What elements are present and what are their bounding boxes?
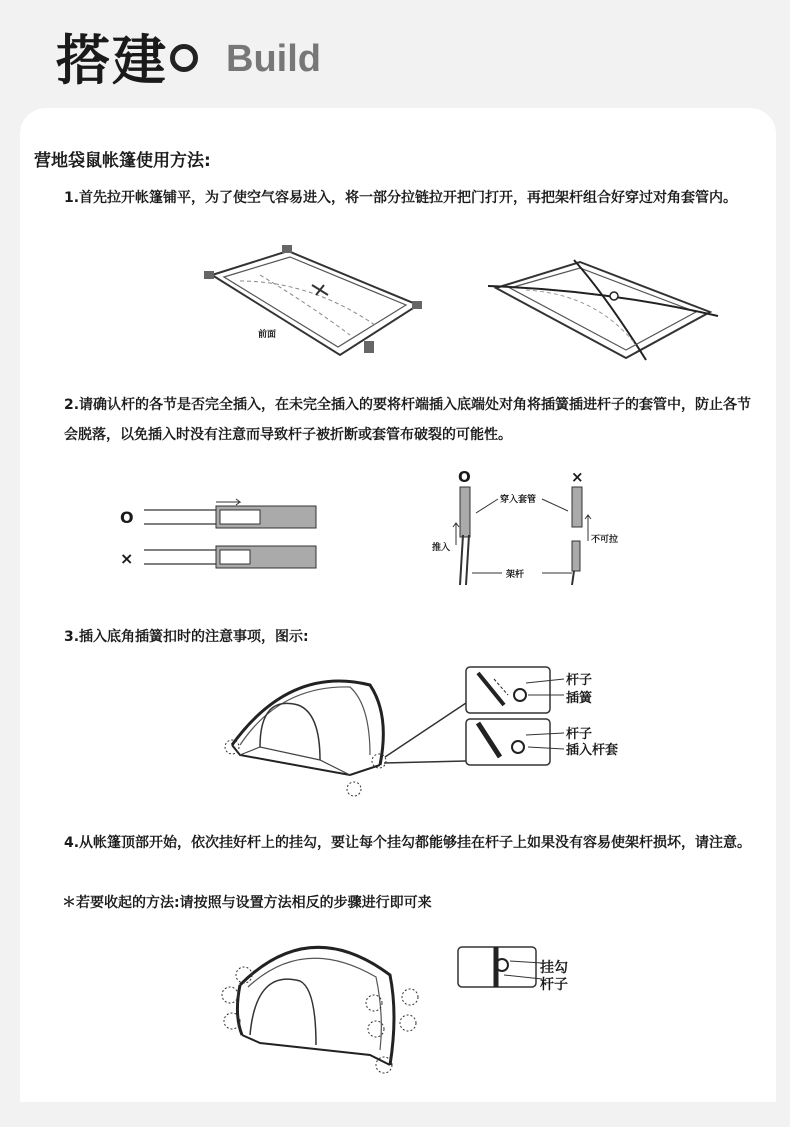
fig4-pole-label: 杆子 bbox=[540, 977, 568, 993]
fig2-no-pull-label: 不可拉 bbox=[591, 535, 619, 545]
section-heading: 营地袋鼠帐篷使用方法: bbox=[34, 151, 211, 171]
fig4-dome-tent-hooks bbox=[220, 925, 430, 1085]
step-3-text: 3.插入底角插簧扣时的注意事项，图示: bbox=[64, 629, 309, 645]
fig3-pole-label-2: 杆子 bbox=[566, 727, 593, 742]
fig2-frame-pole-label: 架杆 bbox=[506, 570, 525, 580]
fig3-dome-tent bbox=[220, 665, 470, 805]
fig2-pole-comparison bbox=[140, 498, 330, 578]
fig1-tent-flat-right bbox=[486, 250, 726, 370]
step-1-text: 1.首先拉开帐篷铺平，为了使空气容易进入，将一部分拉链拉开把门打开，再把架杆组合好穿过对角套管内。 bbox=[64, 190, 738, 206]
fig3-pole-label-1: 杆子 bbox=[566, 673, 593, 688]
fig2-ng-mark: × bbox=[120, 549, 134, 568]
page-title: 搭建 bbox=[56, 29, 168, 92]
fig4-hook-label: 挂勾 bbox=[540, 960, 568, 976]
fig3-spring-label: 插簧 bbox=[566, 691, 593, 706]
fig3-insert-sleeve-label: 插入杆套 bbox=[566, 743, 619, 758]
title-dot-icon bbox=[170, 44, 198, 72]
step-2-text: 2.请确认杆的各节是否完全插入，在未完全插入的要将杆端插入底端处对角将插簧插进杆子的套管中，防止各节会脱落，以免插入时没有注意而导致杆子被折断或套管布破裂的可能性。 bbox=[64, 397, 752, 443]
fig2-ng-mark-2: × bbox=[571, 468, 584, 486]
fig4-hook-detail bbox=[456, 945, 546, 993]
page-subtitle: Build bbox=[226, 38, 321, 80]
fig3-corner-detail bbox=[464, 665, 574, 770]
step-4-text: 4.从帐篷顶部开始，依次挂好杆上的挂勾，要让每个挂勾都能够挂在杆子上如果没有容易使架杆损坏，请注意。 bbox=[64, 835, 752, 851]
fig2-insert-sleeve-label: 穿入套管 bbox=[500, 495, 537, 505]
fig2-push-in-label: 推入 bbox=[432, 543, 451, 553]
fig1-front-label: 前面 bbox=[258, 330, 277, 340]
fig1-tent-flat-left bbox=[200, 245, 430, 365]
fold-note: ＊若要收起的方法:请按照与设置方法相反的步骤进行即可来 bbox=[62, 895, 432, 911]
fig2-ok-mark: O bbox=[120, 508, 134, 527]
fig2-ok-mark-2: O bbox=[458, 468, 471, 486]
